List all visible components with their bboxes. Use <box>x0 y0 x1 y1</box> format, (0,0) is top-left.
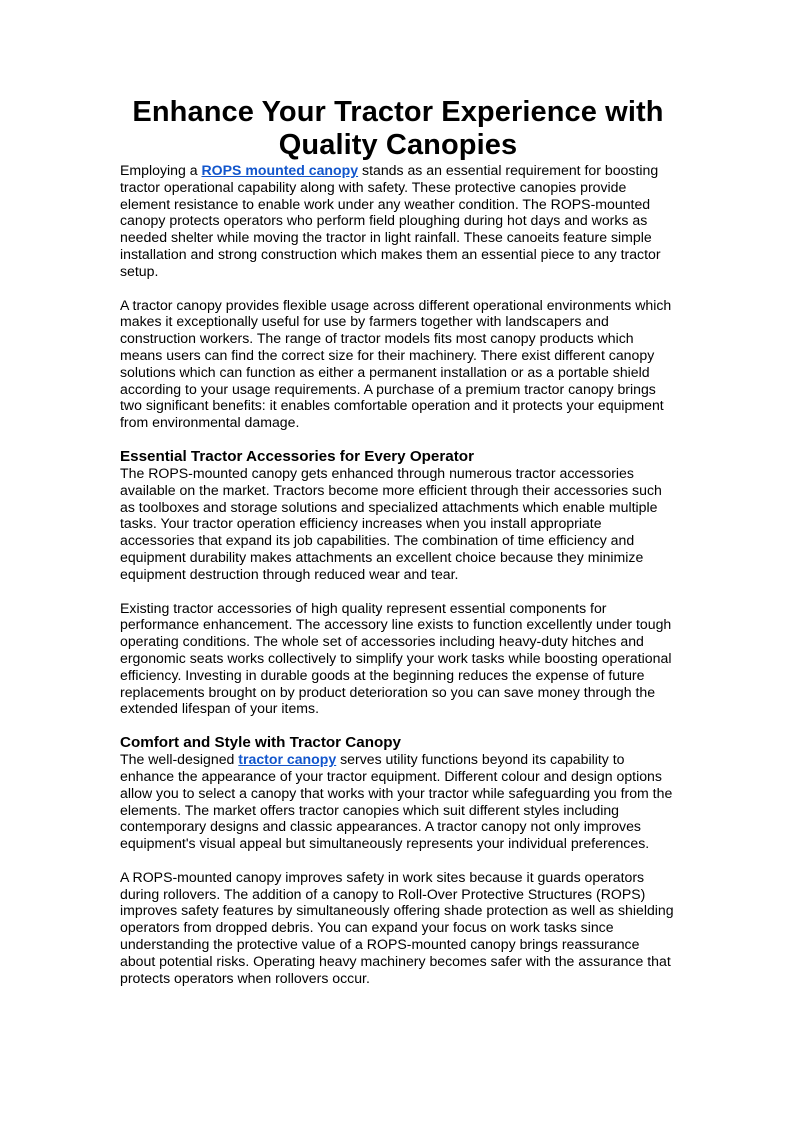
document-page <box>120 96 676 986</box>
accessories-paragraph-1: The ROPS-mounted canopy gets enhanced through numerous tractor accessories available on the market. Tractors become more efficient through their accessories such as toolboxes and storage solutions and specialized attachments which enable multiple tasks. Your tractor operation efficiency increases when you install appropriate accessories that expand its job capabilities. The combination of time efficiency and equipment durability makes attachments an excellent choice because they minimize equipment destruction through reduced wear and tear. <box>120 464 662 582</box>
paragraph-spacer <box>120 280 676 297</box>
tractor-canopy-link[interactable]: tractor canopy <box>238 751 337 768</box>
section-heading-accessories: Essential Tractor Accessories for Every Operator <box>120 447 474 465</box>
paragraph-spacer <box>120 583 676 600</box>
intro-p1-text-after: stands as an essential requirement for boosting tractor operational capability along with safety. These protective canopies provide element resistance to enable work under any weather condition. The ROPS-mounted canopy protects operators who perform field ploughing during hot days and works as needed shelter while moving the tractor in light rainfall. These canoeits feature simple installation and strong construction which makes them an essential piece to any tractor setup. <box>120 162 661 279</box>
section-heading-comfort-style: Comfort and Style with Tractor Canopy <box>120 734 401 752</box>
comfort-paragraph-1 <box>120 751 676 852</box>
comfort-p1-text-after: serves utility functions beyond its capability to enhance the appearance of your tractor equipment. Different colour and design options allow you to select a canopy that works with your tractor while safeguarding you from the elements. The market offers tractor canopies which suit different styles including contemporary designs and classic appearances. A tractor canopy not only improves equipment's visual appeal but simultaneously represents your individual preferences. <box>120 751 673 852</box>
intro-p1-text-before: Employing a <box>120 162 202 178</box>
intro-paragraph-2: A tractor canopy provides flexible usage across different operational environments which makes it exceptionally useful for use by farmers together with landscapers and construction workers. The range of tractor models fits most canopy products which means users can find the correct size for their machinery. There exist different canopy solutions which can function as either a permanent installation or as a portable shield according to your usage requirements. A purchase of a premium tractor canopy brings two significant benefits: it enables comfortable operation and it protects your equipment from environmental damage. <box>120 296 672 431</box>
comfort-paragraph-2: A ROPS-mounted canopy improves safety in work sites because it guards operators during rollovers. The addition of a canopy to Roll-Over Protective Structures (ROPS) improves safety features by simultaneously offering shade protection as well as shielding operators from dropped debris. You can expand your focus on work tasks since understanding the protective value of a ROPS-mounted canopy brings reassurance about potential risks. Operating heavy machinery becomes safer with the assurance that protects operators when rollovers occur. <box>120 868 674 986</box>
intro-paragraph-1 <box>120 162 676 280</box>
paragraph-spacer <box>120 717 676 734</box>
comfort-p1-text-before: The well-designed <box>120 751 239 768</box>
paragraph-spacer <box>120 852 676 869</box>
rops-mounted-canopy-link[interactable]: ROPS mounted canopy <box>201 162 359 178</box>
page-title: Enhance Your Tractor Experience with Quality Canopies <box>132 96 664 161</box>
accessories-paragraph-2: Existing tractor accessories of high quality represent essential components for performance enhancement. The accessory line exists to function excellently under tough operating conditions. The whole set of accessories including heavy-duty hitches and ergonomic seats works collectively to simplify your work tasks while boosting operational efficiency. Investing in durable goods at the beginning reduces the expense of future replacements brought on by product deterioration so you can save money through the extended lifespan of your items. <box>120 599 672 717</box>
paragraph-spacer <box>120 431 676 448</box>
